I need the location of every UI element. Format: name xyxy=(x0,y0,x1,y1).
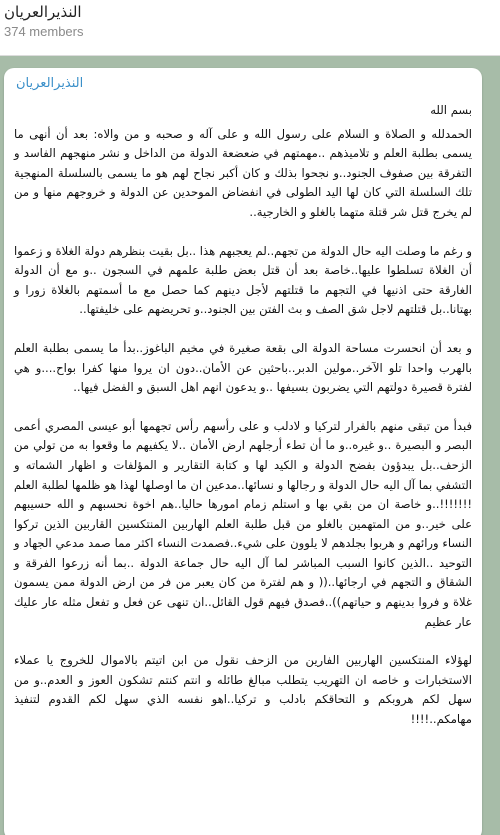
channel-title[interactable]: النذيرالعريان xyxy=(4,3,82,21)
message-sender-name[interactable]: النذيرالعريان xyxy=(16,76,84,91)
chat-area[interactable] xyxy=(0,56,500,835)
message-paragraph-1: الحمدلله و الصلاة و السلام على رسول الله و على آله و صحبه و من والاه: بعد أن أنهى ما يسمى بطلبة العلم و تلاميذهم ..مهمتهم في ضعضعة الدولة من الداخل و نشر منهجهم الفاسد و التفرقة بين صفوف الجنود..و نجحوا بذلك و كان أكبر نجاح لهم هو ما يسمى بالسلسلة المنهجية تلك السلسلة التي كان لها اليد الطولى في انفضاض الموحدين عن الدولة و خروجهم منها و من لم يخرج قتل شر قتلة متهما بالغلو و الخارجية.. xyxy=(14,126,472,219)
paragraph-gap xyxy=(14,223,472,242)
message-text xyxy=(14,101,472,730)
message-paragraph-4: فبدأ من تبقى منهم بالفرار لتركيا و لادلب و على رأسهم رأس تجهمها أبو عيسى المصري أعمى البصر و البصيرة ..و غيره..و ما أن تطء أرجلهم ارض الأمان ..لا يكفيهم ما وقعوا به من تولي من الزحف..بل يبدؤون بفضح الدولة و الكيد لها و كتابة التقارير و المؤلفات و اظهار الشماته و التشفي بما آل اليه حال الدولة و رجالها و نسائها..مدعين ان ما اوصلها لهذا هو ظلمها لطلبة العلم !!!!!!!..و خاصة ان من بقي بها و استلم زمام امورها حاليا..هم اخوة نحسبهم و الله حسيبهم على خير..و من المتهمين بالغلو من قبل طلبة العلم الهاربين المنتكسين القاربين الذين تركوا النساء ورائهم و هربوا بجلدهم لا يلوون على شيء..فصمدت النساء اكثر مما صمد مدعي الجهاد و التوحيد ..الذين كانوا السبب المباشر لما آل اليه حال جماعة الدولة ..بما أنه زرعوا الفرقة و الشقاق و التجهم في ارجائها..(( و هم لفترة من كان يعبر من فر من ارض الدولة ممن يسمون غلاة و فروا بدينهم و حياتهم))..فصدق فيهم قول القائل..ان تنهى عن فعل و تفعل مثله عار عليك عار عظيم xyxy=(14,418,472,629)
message-bubble[interactable] xyxy=(4,68,482,835)
message-paragraph-2: و رغم ما وصلت اليه حال الدولة من تجهم..لم يعجبهم هذا ..بل بقيت بنظرهم دولة الغلاة و زعموا أن الغلاة تسلطوا عليها..خاصة بعد أن قتل بعض طلبة علمهم في السجون ..و مع أن الدولة الغارقة حتى اذنيها في التجهم ما قتلتهم لأجل دينهم كما حصل مع ما أسمتهم بالغلاة زورا و بهتانا..بل قتلتهم لاجل شق الصف و بث الفتن بين الجنود..و تحريضهم على خليفتها.. xyxy=(14,243,472,317)
paragraph-gap xyxy=(14,320,472,339)
message-paragraph-5: لهؤلاء المنتكسين الهاربين الفارين من الزحف نقول من ابن اتيتم بالاموال للخروج يا عملاء الاستخبارات و خاصه ان التهريب يتطلب مبالغ طائله و انتم كنتم تشكون العوز و العدم..و من سهل لكم هروبكم و التحاقكم بادلب و تركيا..اهو نفسه الذي سهل لكم القدوم لتنفيذ مهامكم..!!!! xyxy=(14,653,472,727)
message-basmala: بسم الله xyxy=(430,103,472,117)
chat-header[interactable] xyxy=(0,0,500,56)
paragraph-gap xyxy=(14,398,472,417)
member-count: 374 members xyxy=(4,24,84,39)
message-paragraph-3: و بعد أن انحسرت مساحة الدولة الى بقعة صغيرة في مخيم الباغوز..بدأ ما يسمى بطلبة العلم بالهرب واحدا تلو الآخر..مولين الدبر..باحثين عن الأمان..دون ان يروا منها كفرا بواح....و هي لفترة قصيرة دولتهم التي يضربون بسيفها ..و يدعون انهم اهل السبق و الفضل فيها.. xyxy=(14,340,472,395)
paragraph-gap xyxy=(14,632,472,651)
